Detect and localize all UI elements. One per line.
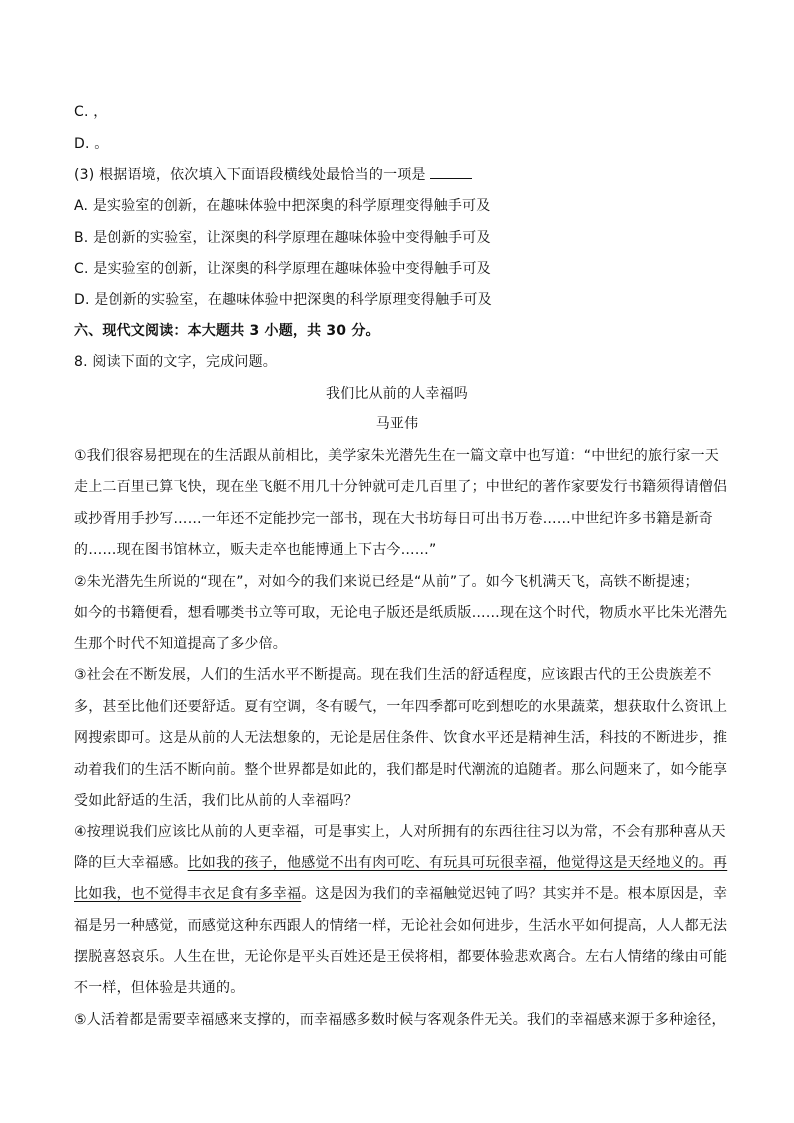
question-3-stem [74,164,724,185]
paragraph-5-line: ⑤人活着都是需要幸福感来支撑的，而幸福感多数时候与客观条件无关。我们的幸福感来源于多种途径， [74,1012,726,1028]
paragraph-2-line: ②朱光潜先生所说的“现在”，对如今的我们来说已经是“从前”了。如今飞机满天飞，高铁不断提速； [74,574,699,590]
paragraph-4-line: 福是另一种感觉，而感觉这种东西跟人的情绪一样，无论社会如何进步，生活水平如何提高，人人都无法 [74,918,728,934]
article-title: 我们比从前的人幸福吗 [326,386,468,402]
paragraph-4-line: 摆脱喜怒哀乐。人生在世，无论你是平头百姓还是王侯将相，都要体验悲欢离合。左右人情绪的缘由可能 [74,949,728,965]
answer-blank [430,164,472,179]
question-3-option-a: A. 是实验室的创新，在趣味体验中把深奥的科学原理变得触手可及 [74,198,491,214]
paragraph-4-line: ④按理说我们应该比从前的人更幸福，可是事实上，人对所拥有的东西往往习以为常，不会有那种喜从天 [74,824,726,840]
paragraph-4-line [74,884,728,904]
paragraph-1-line: 或抄胥用手抄写……一年还不定能抄完一部书，现在大书坊每日可出书万卷……中世纪许多书籍是新奇 [74,511,713,527]
paragraph-3-line: 网搜索即可。这是从前的人无法想象的，无论是居住条件、饮食水平还是精神生活，科技的不断进步，推 [74,730,728,746]
underlined-sentence: 比如我，也不觉得丰衣足食有多幸福 [74,886,302,902]
question-3-option-c: C. 是实验室的创新，让深奥的科学原理在趣味体验中变得触手可及 [74,261,491,277]
paragraph-2-line: 如今的书籍便看，想看哪类书立等可取，无论电子版还是纸质版……现在这个时代，物质水平比朱光潜先 [74,605,728,621]
paragraph-4-text: 降的巨大幸福感。 [74,855,188,871]
option-c-prev: C. ， [74,104,108,120]
question-3-option-b: B. 是创新的实验室，让深奥的科学原理在趣味体验中变得触手可及 [74,230,491,246]
paragraph-4-line: 不一样，但体验是共通的。 [74,980,245,996]
paragraph-3-line: ③社会在不断发展，人们的生活水平不断提高。现在我们生活的舒适程度，应该跟古代的王公贵族差不 [74,667,712,683]
paragraph-1-line: 走上二百里已算飞快，现在坐飞艇不用几十分钟就可走几百里了；中世纪的著作家要发行书籍须得请僧侣 [74,479,728,495]
article-author: 马亚伟 [375,416,419,432]
question-3-stem-text: (3) 根据语境，依次填入下面语段横线处最恰当的一项是 [74,167,426,183]
question-3-option-d: D. 是创新的实验室，在趣味体验中把深奥的科学原理变得触手可及 [74,292,492,308]
paragraph-1-line: ①我们很容易把现在的生活跟从前相比，美学家朱光潜先生在一篇文章中也写道：“中世纪的旅行家一天 [74,448,720,464]
paragraph-3-line: 受如此舒适的生活，我们比从前的人幸福吗？ [74,793,358,809]
underlined-sentence: 比如我的孩子，他感觉不出有肉可吃、有玩具可玩很幸福，他觉得这是天经地义的。再 [187,855,728,871]
question-8-intro: 8. 阅读下面的文字，完成问题。 [74,354,278,370]
option-d-prev: D. 。 [74,136,109,152]
paragraph-4-text: 。这是因为我们的幸福触觉迟钝了吗？其实并不是。根本原因是，幸 [301,886,728,902]
paragraph-3-line: 多，甚至比他们还要舒适。夏有空调，冬有暖气，一年四季都可吃到想吃的水果蔬菜，想获取什么资讯上 [74,699,728,715]
paragraph-2-line: 生那个时代不知道提高了多少倍。 [74,636,287,652]
paragraph-4-line [74,853,728,873]
paragraph-1-line: 的……现在图书馆林立，贩夫走卒也能博通上下古今……” [74,542,437,558]
paragraph-3-line: 动着我们的生活不断向前。整个世界都是如此的，我们都是时代潮流的追随者。那么问题来了，如今能享 [74,762,728,778]
section-6-heading: 六、现代文阅读：本大题共 3 小题，共 30 分。 [74,323,380,339]
